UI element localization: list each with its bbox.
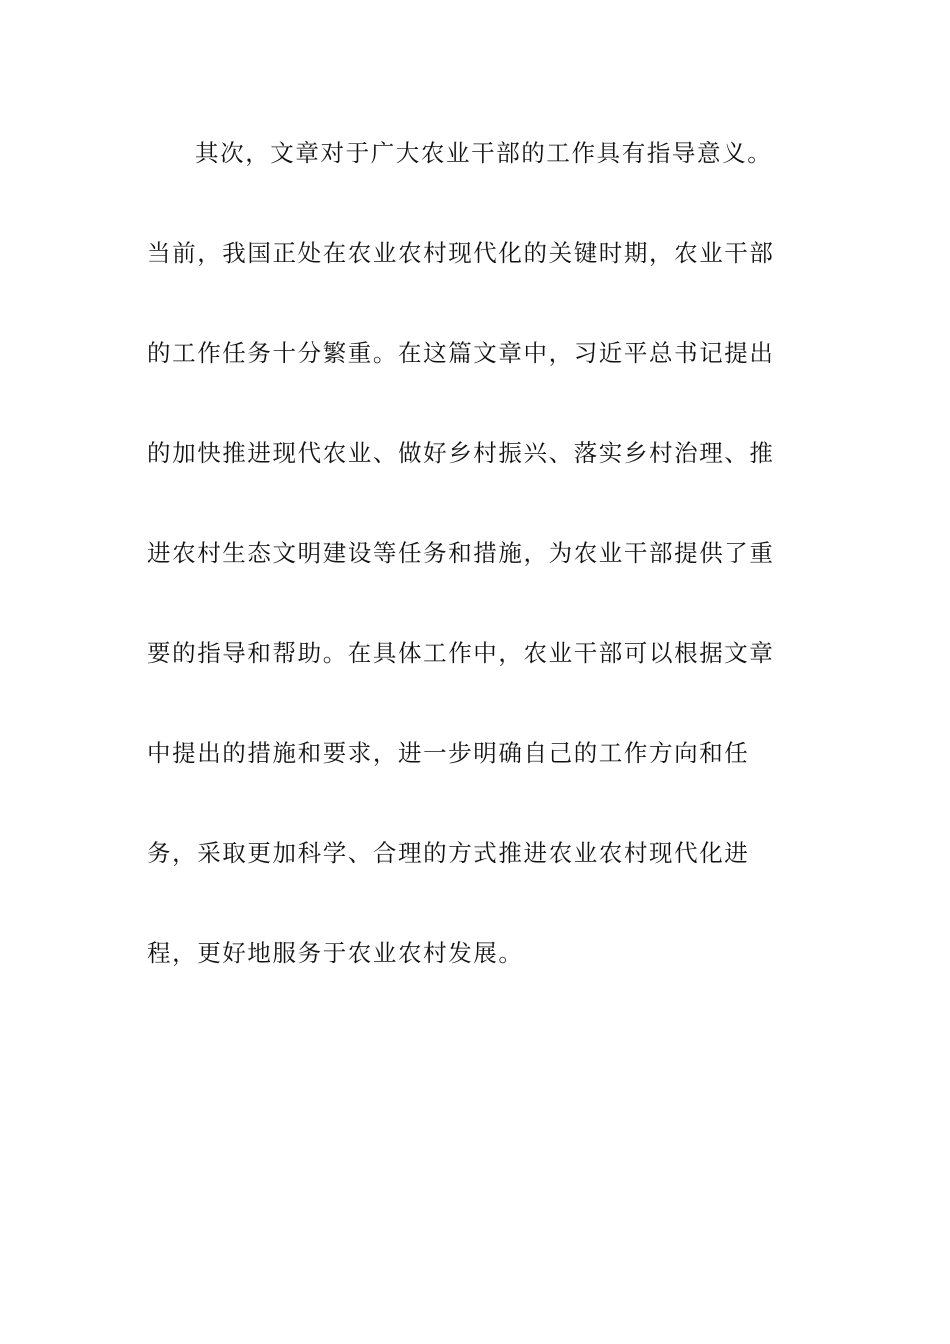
paragraph-line: 其次，文章对于广大农业干部的工作具有指导意义。: [195, 139, 773, 167]
paragraph-line: 进农村生态文明建设等任务和措施，为农业干部提供了重: [147, 539, 775, 567]
paragraph-line: 务，采取更加科学、合理的方式推进农业农村现代化进: [147, 839, 750, 867]
paragraph-line: 当前，我国正处在农业农村现代化的关键时期，农业干部: [147, 239, 775, 267]
paragraph-line: 的加快推进现代农业、做好乡村振兴、落实乡村治理、推: [147, 439, 775, 467]
body-paragraph: [147, 128, 787, 1028]
paragraph-line: 要的指导和帮助。在具体工作中，农业干部可以根据文章: [147, 639, 775, 667]
paragraph-line: 程，更好地服务于农业农村发展。: [147, 939, 524, 967]
paragraph-line: 中提出的措施和要求，进一步明确自己的工作方向和任: [147, 739, 750, 767]
paragraph-line: 的工作任务十分繁重。在这篇文章中，习近平总书记提出: [147, 339, 775, 367]
